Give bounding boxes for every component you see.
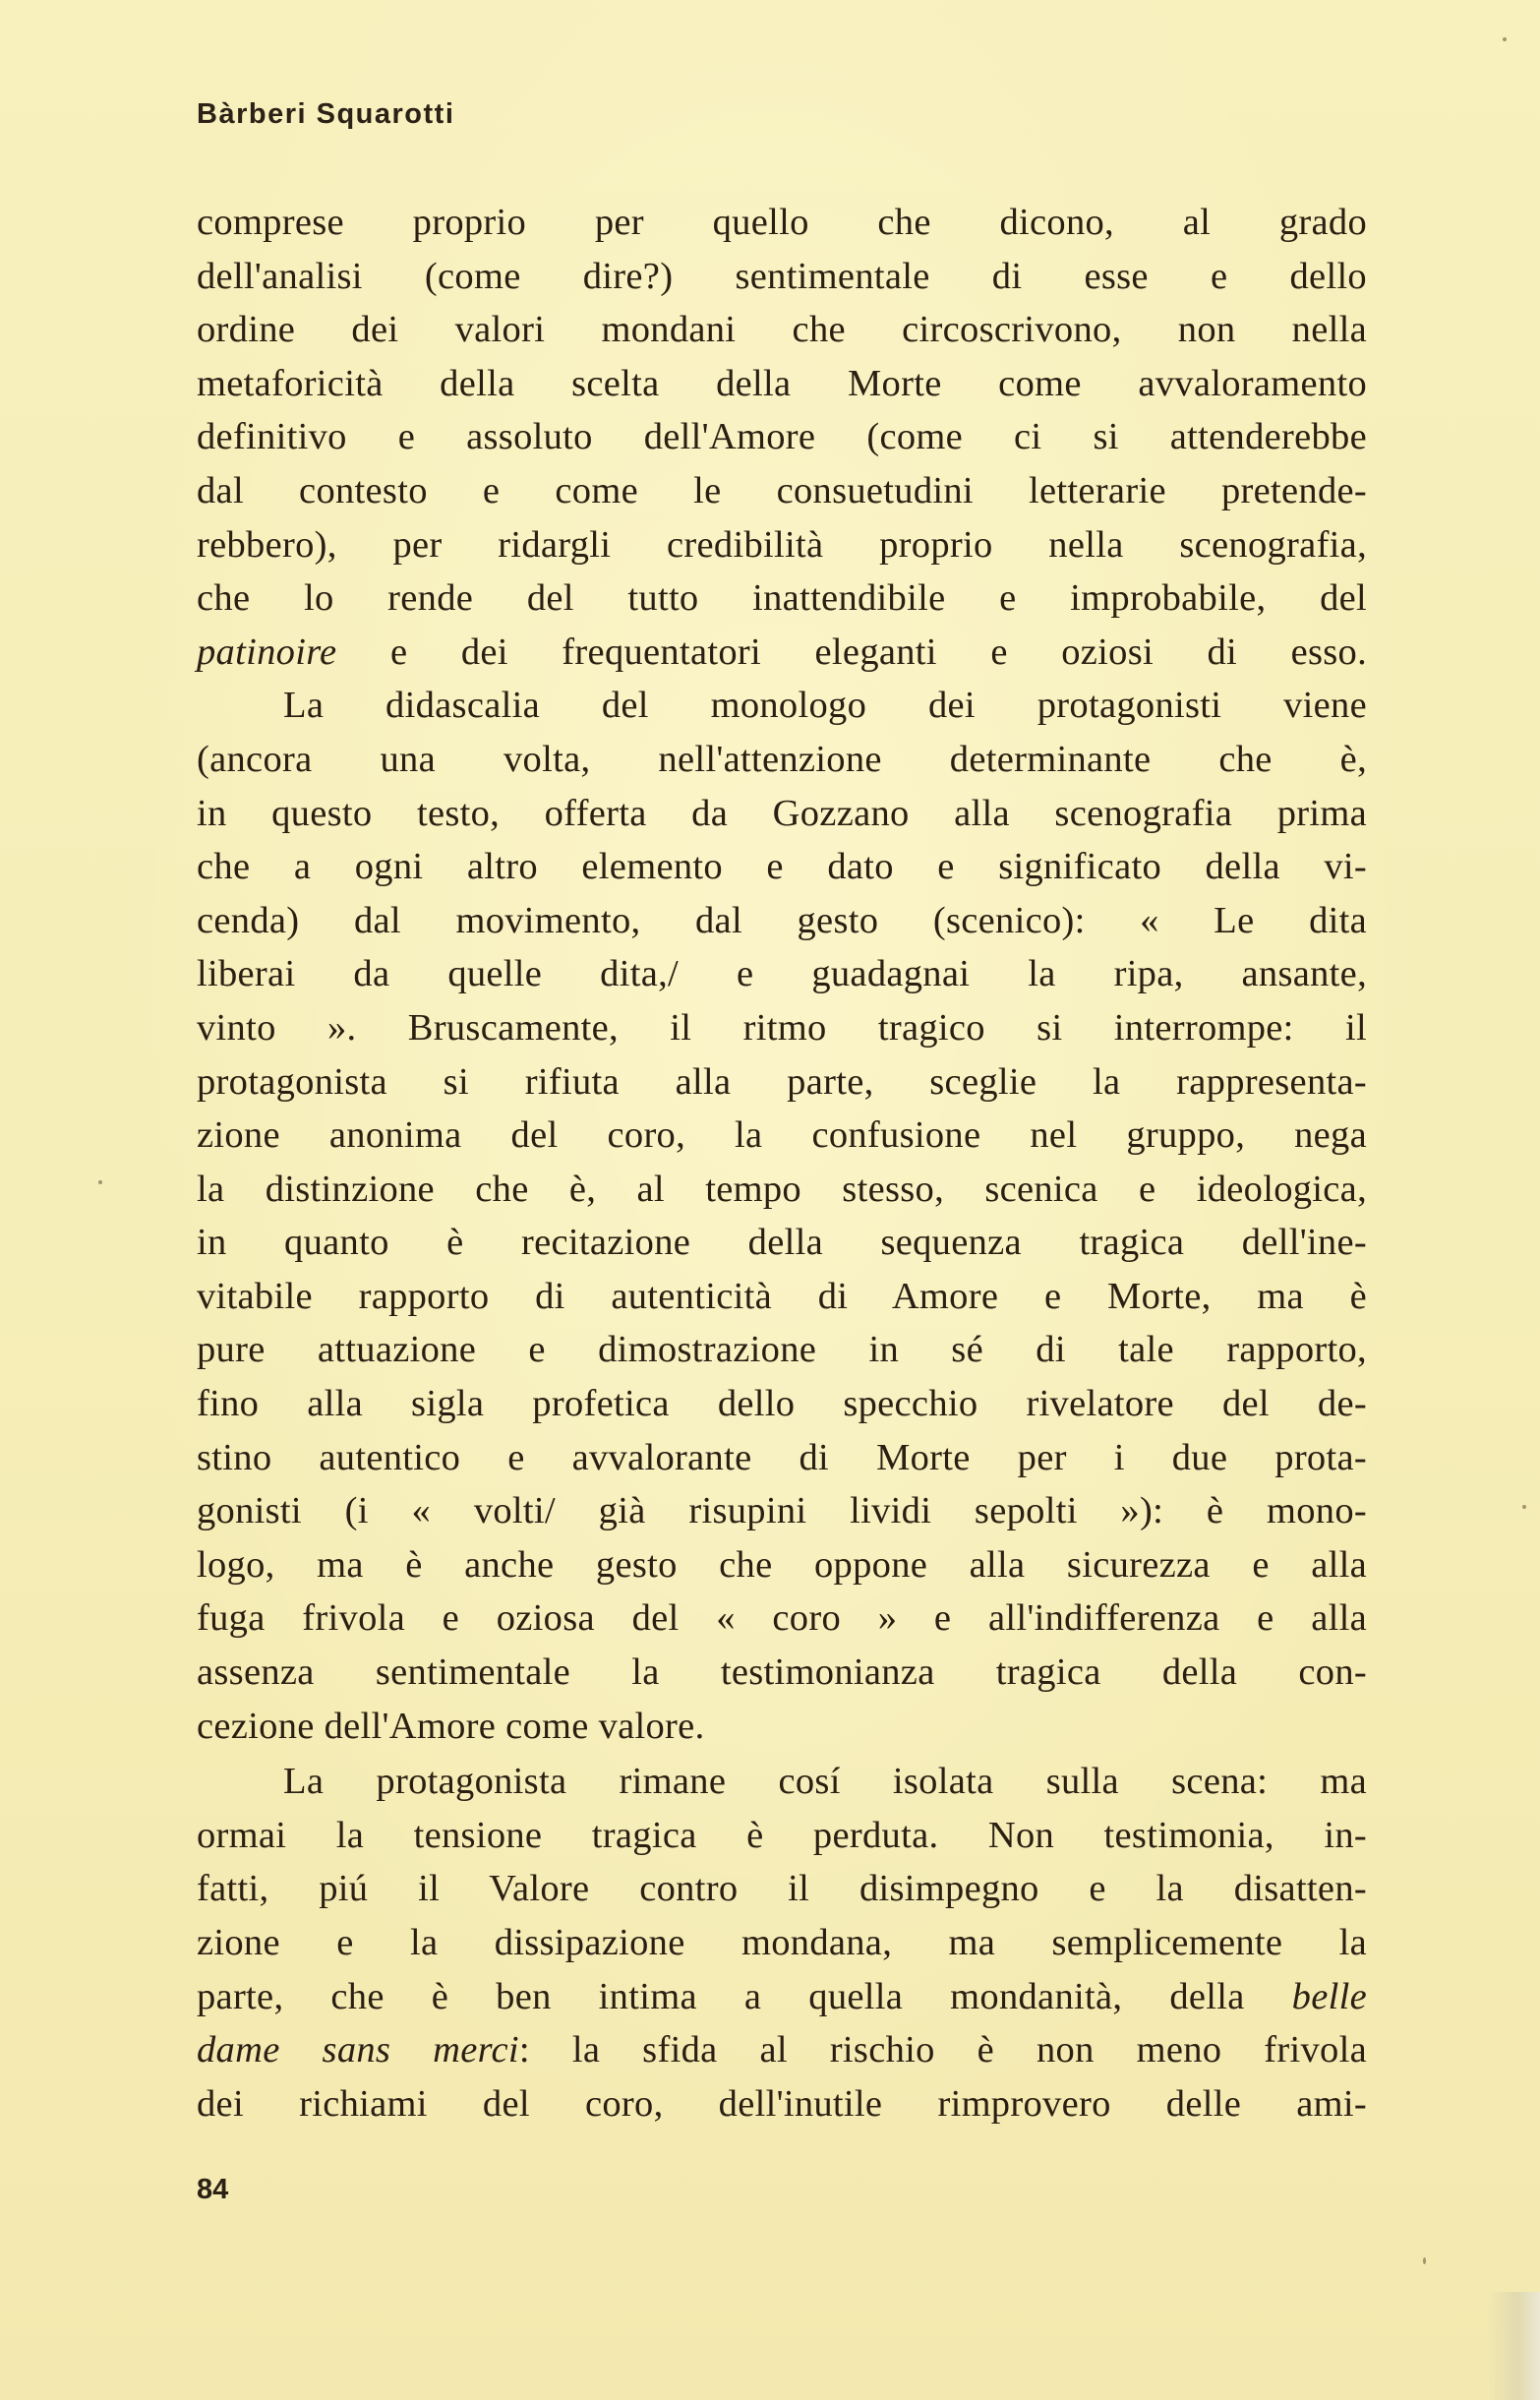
text-line: vinto ». Bruscamente, il ritmo tragico si interrompe: il <box>197 1006 1367 1049</box>
text-line: fino alla sigla profetica dello specchio rivelatore del de- <box>197 1383 1367 1425</box>
text-line: che lo rende del tutto inattendibile e improbabile, del <box>197 577 1367 620</box>
text-fragment: : la sfida al rischio è non meno frivola <box>518 2029 1367 2071</box>
page-number: 84 <box>197 2174 229 2205</box>
text-line: logo, ma è anche gesto che oppone alla sicurezza e alla <box>197 1543 1367 1586</box>
paragraph-3 <box>197 1755 1367 2130</box>
text-line: cezione dell'Amore come valore. <box>197 1705 705 1747</box>
text-line: zione anonima del coro, la confusione nel gruppo, nega <box>197 1114 1367 1157</box>
text-line: la distinzione che è, al tempo stesso, scenica e ideologica, <box>197 1168 1367 1210</box>
paper-edge-wear <box>1486 2292 1540 2400</box>
text-line: La didascalia del monologo dei protagonisti viene <box>283 685 1367 727</box>
paper-speck <box>98 1180 102 1184</box>
paper-speck <box>1503 37 1507 41</box>
paragraph-1 <box>197 196 1367 679</box>
paper-speck <box>1522 1505 1526 1509</box>
paper-speck <box>1423 2257 1426 2264</box>
text-line: rebbero), per ridargli credibilità proprio nella scenografia, <box>197 523 1367 566</box>
text-line: in quanto è recitazione della sequenza tragica dell'ine- <box>197 1222 1367 1264</box>
italic-term: dame sans merci <box>197 2029 519 2071</box>
text-line: cenda) dal movimento, dal gesto (scenico): « Le dita <box>197 899 1367 941</box>
text-line: dell'analisi (come dire?) sentimentale di esse e dello <box>197 255 1367 297</box>
text-line: ordine dei valori mondani che circoscrivono, non nella <box>197 309 1367 351</box>
text-line: liberai da quelle dita,/ e guadagnai la ripa, ansante, <box>197 953 1367 995</box>
body-text <box>197 196 1367 2130</box>
text-line: dal contesto e come le consuetudini letterarie pretende- <box>197 469 1367 511</box>
text-line: La protagonista rimane cosí isolata sulla scena: ma <box>283 1761 1367 1803</box>
running-head: Bàrberi Squarotti <box>197 98 455 130</box>
text-fragment: parte, che è ben intima a quella mondanità, della <box>197 1975 1292 2017</box>
text-line: pure attuazione e dimostrazione in sé di tale rapporto, <box>197 1329 1367 1371</box>
text-line: fatti, piú il Valore contro il disimpegno e la disatten- <box>197 1868 1367 1910</box>
text-line <box>197 626 1367 680</box>
text-line: (ancora una volta, nell'attenzione determinante che è, <box>197 738 1367 780</box>
text-line: metaforicità della scelta della Morte come avvaloramento <box>197 362 1367 404</box>
text-line: dei richiami del coro, dell'inutile rimprovero delle ami- <box>197 2082 1367 2125</box>
text-line <box>197 2023 1367 2077</box>
text-fragment: e dei frequentatori eleganti e oziosi di esso. <box>336 630 1367 673</box>
text-line: che a ogni altro elemento e dato e significato della vi- <box>197 846 1367 888</box>
paragraph-2 <box>197 679 1367 1753</box>
text-line: stino autentico e avvalorante di Morte per i due prota- <box>197 1436 1367 1478</box>
text-line: fuga frivola e oziosa del « coro » e all'indifferenza e alla <box>197 1597 1367 1640</box>
text-line: vitabile rapporto di autenticità di Amore e Morte, ma è <box>197 1275 1367 1317</box>
text-line: gonisti (i « volti/ già risupini lividi sepolti »): è mono- <box>197 1490 1367 1532</box>
text-line: ormai la tensione tragica è perduta. Non testimonia, in- <box>197 1814 1367 1856</box>
text-line: comprese proprio per quello che dicono, al grado <box>197 202 1367 243</box>
text-line: in questo testo, offerta da Gozzano alla scenografia prima <box>197 792 1367 834</box>
italic-term: belle <box>1291 1975 1367 2017</box>
text-line: protagonista si rifiuta alla parte, sceglie la rappresenta- <box>197 1060 1367 1103</box>
text-line: assenza sentimentale la testimonianza tragica della con- <box>197 1651 1367 1694</box>
text-line: definitivo e assoluto dell'Amore (come ci si attenderebbe <box>197 416 1367 458</box>
italic-term: patinoire <box>197 630 337 673</box>
text-line: zione e la dissipazione mondana, ma semplicemente la <box>197 1922 1367 1963</box>
text-line <box>197 1970 1367 2024</box>
